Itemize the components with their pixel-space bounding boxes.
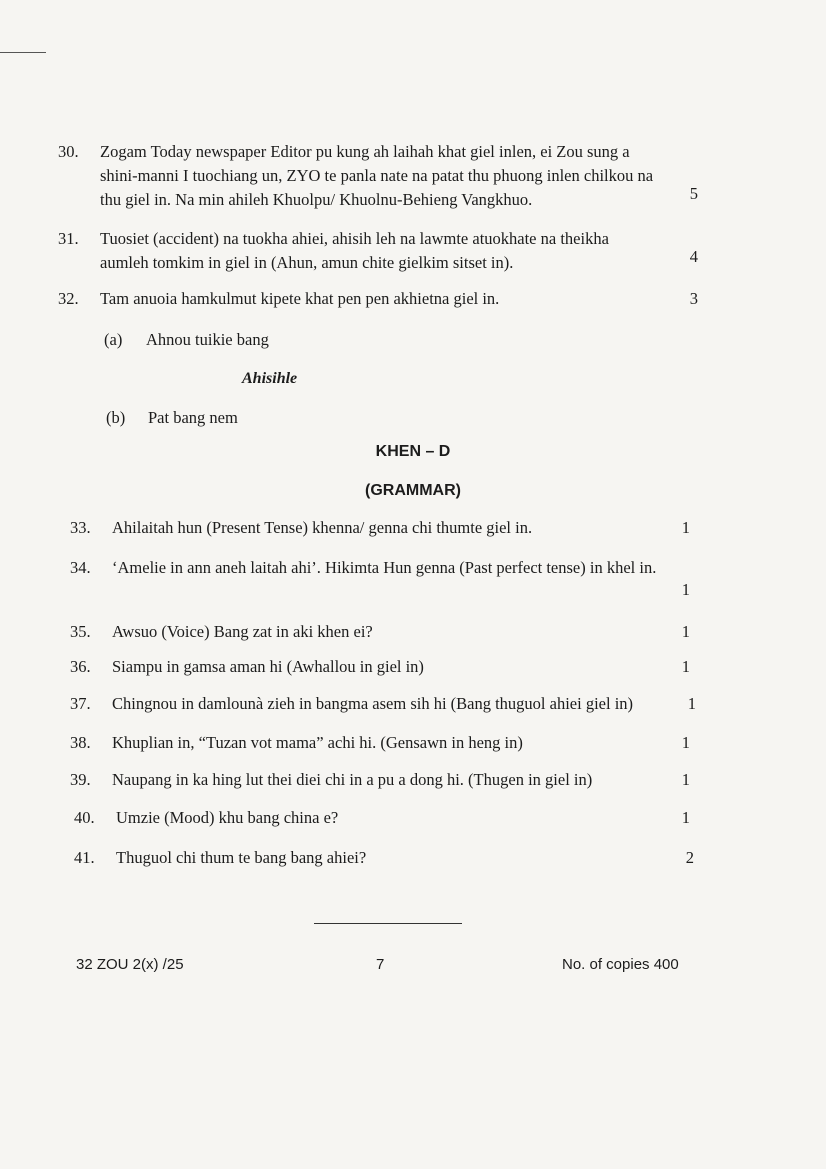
question-mark: 1 <box>681 518 690 537</box>
question-number: 36. <box>70 657 91 676</box>
question-mark: 2 <box>685 848 694 867</box>
question-40 <box>74 806 690 830</box>
question-number: 41. <box>74 848 95 867</box>
question-30 <box>58 140 698 212</box>
question-text: Naupang in ka hing lut thei diei chi in a pu a dong hi. (Thugen in giel in) <box>112 770 593 789</box>
question-35 <box>70 620 690 644</box>
question-mark: 1 <box>681 657 690 676</box>
question-number: 32. <box>58 289 79 308</box>
question-41 <box>74 846 694 870</box>
question-number: 40. <box>74 808 95 827</box>
option-a-text: Ahnou tuikie bang <box>146 330 269 349</box>
question-mark: 1 <box>681 770 690 789</box>
question-number: 30. <box>58 142 79 161</box>
question-mark: 3 <box>689 289 698 308</box>
section-title: KHEN – D <box>375 443 451 460</box>
question-mark: 1 <box>681 622 690 641</box>
question-text: Chingnou in damlounà zieh in bangma asem sih hi (Bang thuguol ahiei giel in) <box>112 694 634 713</box>
question-33 <box>70 516 690 540</box>
question-31 <box>58 227 698 275</box>
question-number: 39. <box>70 770 91 789</box>
copies-count: No. of copies 400 <box>562 956 679 973</box>
question-text: Awsuo (Voice) Bang zat in aki khen ei? <box>112 622 373 641</box>
section-subtitle: (GRAMMAR) <box>365 482 461 499</box>
scan-edge-mark <box>0 52 46 53</box>
question-37 <box>70 692 696 716</box>
question-text: Tuosiet (accident) na tuokha ahiei, ahisih leh na lawmte atuokhate na theikha aumleh tomkim in giel in (Ahun, amun chite gielkim sitset in). <box>100 229 609 272</box>
question-text: Khuplian in, “Tuzan vot mama” achi hi. (Gensawn in heng in) <box>112 733 523 752</box>
option-a-label: (a) <box>104 330 123 349</box>
question-34 <box>70 556 700 599</box>
question-number: 34. <box>70 558 91 577</box>
page-number: 7 <box>376 956 385 973</box>
question-number: 38. <box>70 733 91 752</box>
option-or-text: Ahisihle <box>242 370 298 387</box>
question-38 <box>70 731 690 755</box>
question-number: 35. <box>70 622 91 641</box>
question-text: ‘Amelie in ann aneh laitah ahi’. Hikimta Hun genna (Past perfect tense) in khel in. <box>112 558 657 577</box>
question-number: 37. <box>70 694 91 713</box>
question-mark: 1 <box>681 733 690 752</box>
question-39 <box>70 768 690 792</box>
question-text: Umzie (Mood) khu bang china e? <box>116 808 339 827</box>
question-number: 33. <box>70 518 91 537</box>
question-mark: 4 <box>689 247 698 266</box>
option-b-text: Pat bang nem <box>148 408 238 427</box>
question-text: Ahilaitah hun (Present Tense) khenna/ genna chi thumte giel in. <box>112 518 533 537</box>
question-text: Zogam Today newspaper Editor pu kung ah laihah khat giel inlen, ei Zou sung a shini-manni I tuochiang un, ZYO te panla nate na patat thu phuong inlen chilkou na thu giel in. Na min ahileh Khuolpu/ Khuolnu-Behieng Vangkhuo. <box>100 142 654 209</box>
paper-code: 32 ZOU 2(x) /25 <box>76 956 184 973</box>
question-mark: 1 <box>681 808 690 827</box>
question-32 <box>58 287 698 311</box>
question-text: Thuguol chi thum te bang bang ahiei? <box>116 848 367 867</box>
question-text: Tam anuoia hamkulmut kipete khat pen pen akhietna giel in. <box>100 289 500 308</box>
question-36 <box>70 655 690 679</box>
question-mark: 1 <box>681 580 690 599</box>
end-rule <box>314 923 462 924</box>
question-mark: 1 <box>687 694 696 713</box>
question-mark: 5 <box>689 184 698 203</box>
question-text: Siampu in gamsa aman hi (Awhallou in giel in) <box>112 657 424 676</box>
option-b-label: (b) <box>106 408 126 427</box>
question-number: 31. <box>58 229 79 248</box>
